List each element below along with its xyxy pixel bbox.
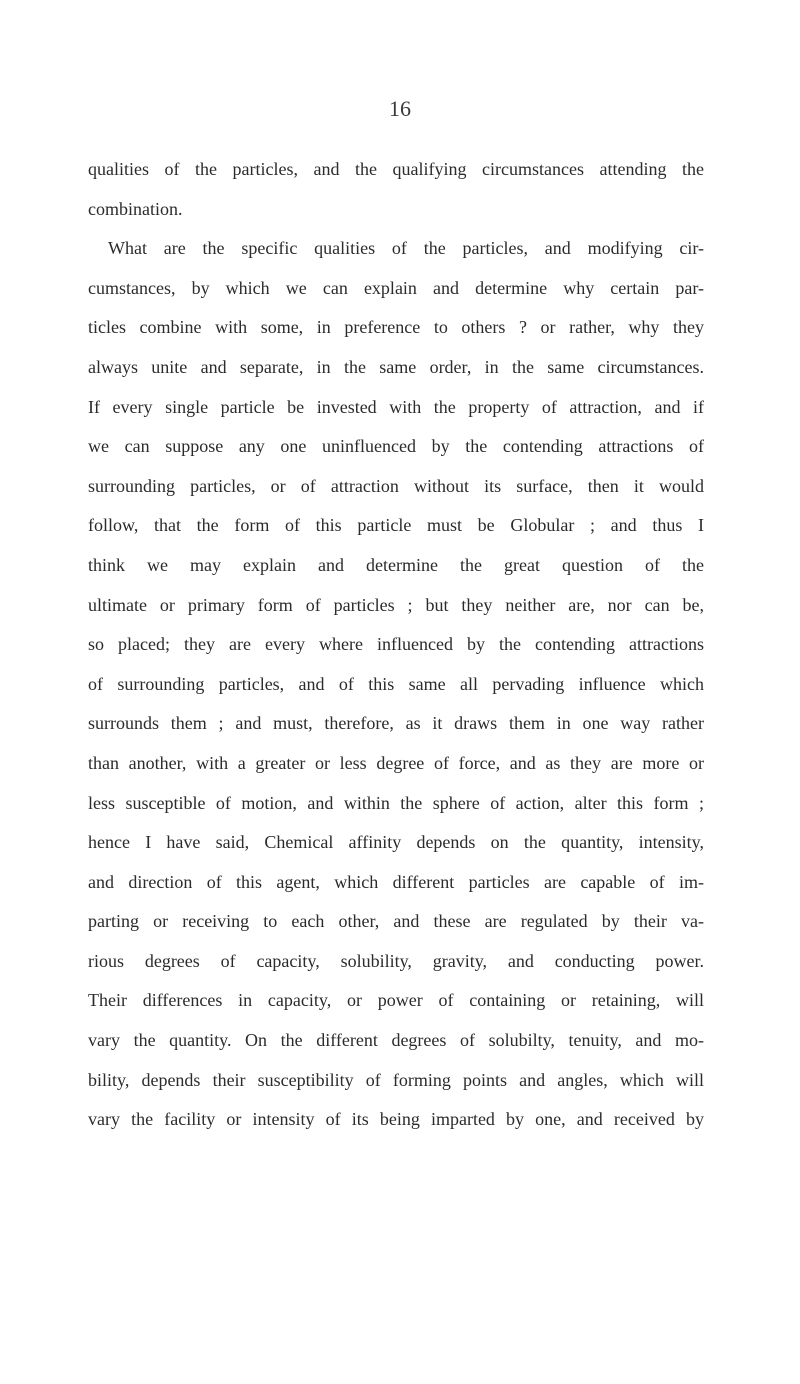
paragraph-start-line: What are the specific qualities of the particles, and modifying cir-	[108, 238, 704, 259]
text-line: surrounding particles, or of attraction without its surface, then it would	[88, 475, 704, 496]
text-line: always unite and separate, in the same order, in the same circumstances.	[88, 356, 704, 377]
text-line: rious degrees of capacity, solubility, gravity, and conducting power.	[88, 950, 704, 971]
text-line: bility, depends their susceptibility of forming points and angles, which will	[88, 1069, 704, 1090]
text-line: ticles combine with some, in preference to others ? or rather, why they	[88, 317, 704, 338]
text-line: vary the facility or intensity of its being imparted by one, and received by	[88, 1109, 704, 1130]
text-line: and direction of this agent, which different particles are capable of im-	[88, 871, 704, 892]
text-line: we can suppose any one uninfluenced by the contending attractions of	[88, 436, 704, 457]
text-line: vary the quantity. On the different degrees of solubilty, tenuity, and mo-	[88, 1030, 704, 1051]
text-line: so placed; they are every where influenced by the contending attractions	[88, 634, 704, 655]
text-line: of surrounding particles, and of this same all pervading influence which	[88, 673, 704, 694]
page-number: 16	[389, 96, 411, 121]
text-line: cumstances, by which we can explain and determine why certain par-	[88, 277, 704, 298]
text-line: think we may explain and determine the great question of the	[88, 554, 704, 575]
text-line: than another, with a greater or less degree of force, and as they are more or	[88, 752, 704, 773]
text-line: follow, that the form of this particle must be Globular ; and thus I	[88, 515, 704, 536]
body-text	[88, 150, 704, 1140]
text-line: ultimate or primary form of particles ; but they neither are, nor can be,	[88, 594, 704, 615]
text-line: parting or receiving to each other, and these are regulated by their va-	[88, 911, 704, 932]
text-line: hence I have said, Chemical affinity depends on the quantity, intensity,	[88, 832, 704, 853]
text-line: qualities of the particles, and the qualifying circumstances attending the	[88, 159, 704, 179]
text-line: If every single particle be invested with the property of attraction, and if	[88, 396, 704, 417]
text-line: less susceptible of motion, and within the sphere of action, alter this form ;	[88, 792, 704, 813]
text-line: Their differences in capacity, or power of containing or retaining, will	[88, 990, 704, 1011]
text-line: combination.	[88, 198, 183, 219]
text-line: surrounds them ; and must, therefore, as it draws them in one way rather	[88, 713, 704, 734]
